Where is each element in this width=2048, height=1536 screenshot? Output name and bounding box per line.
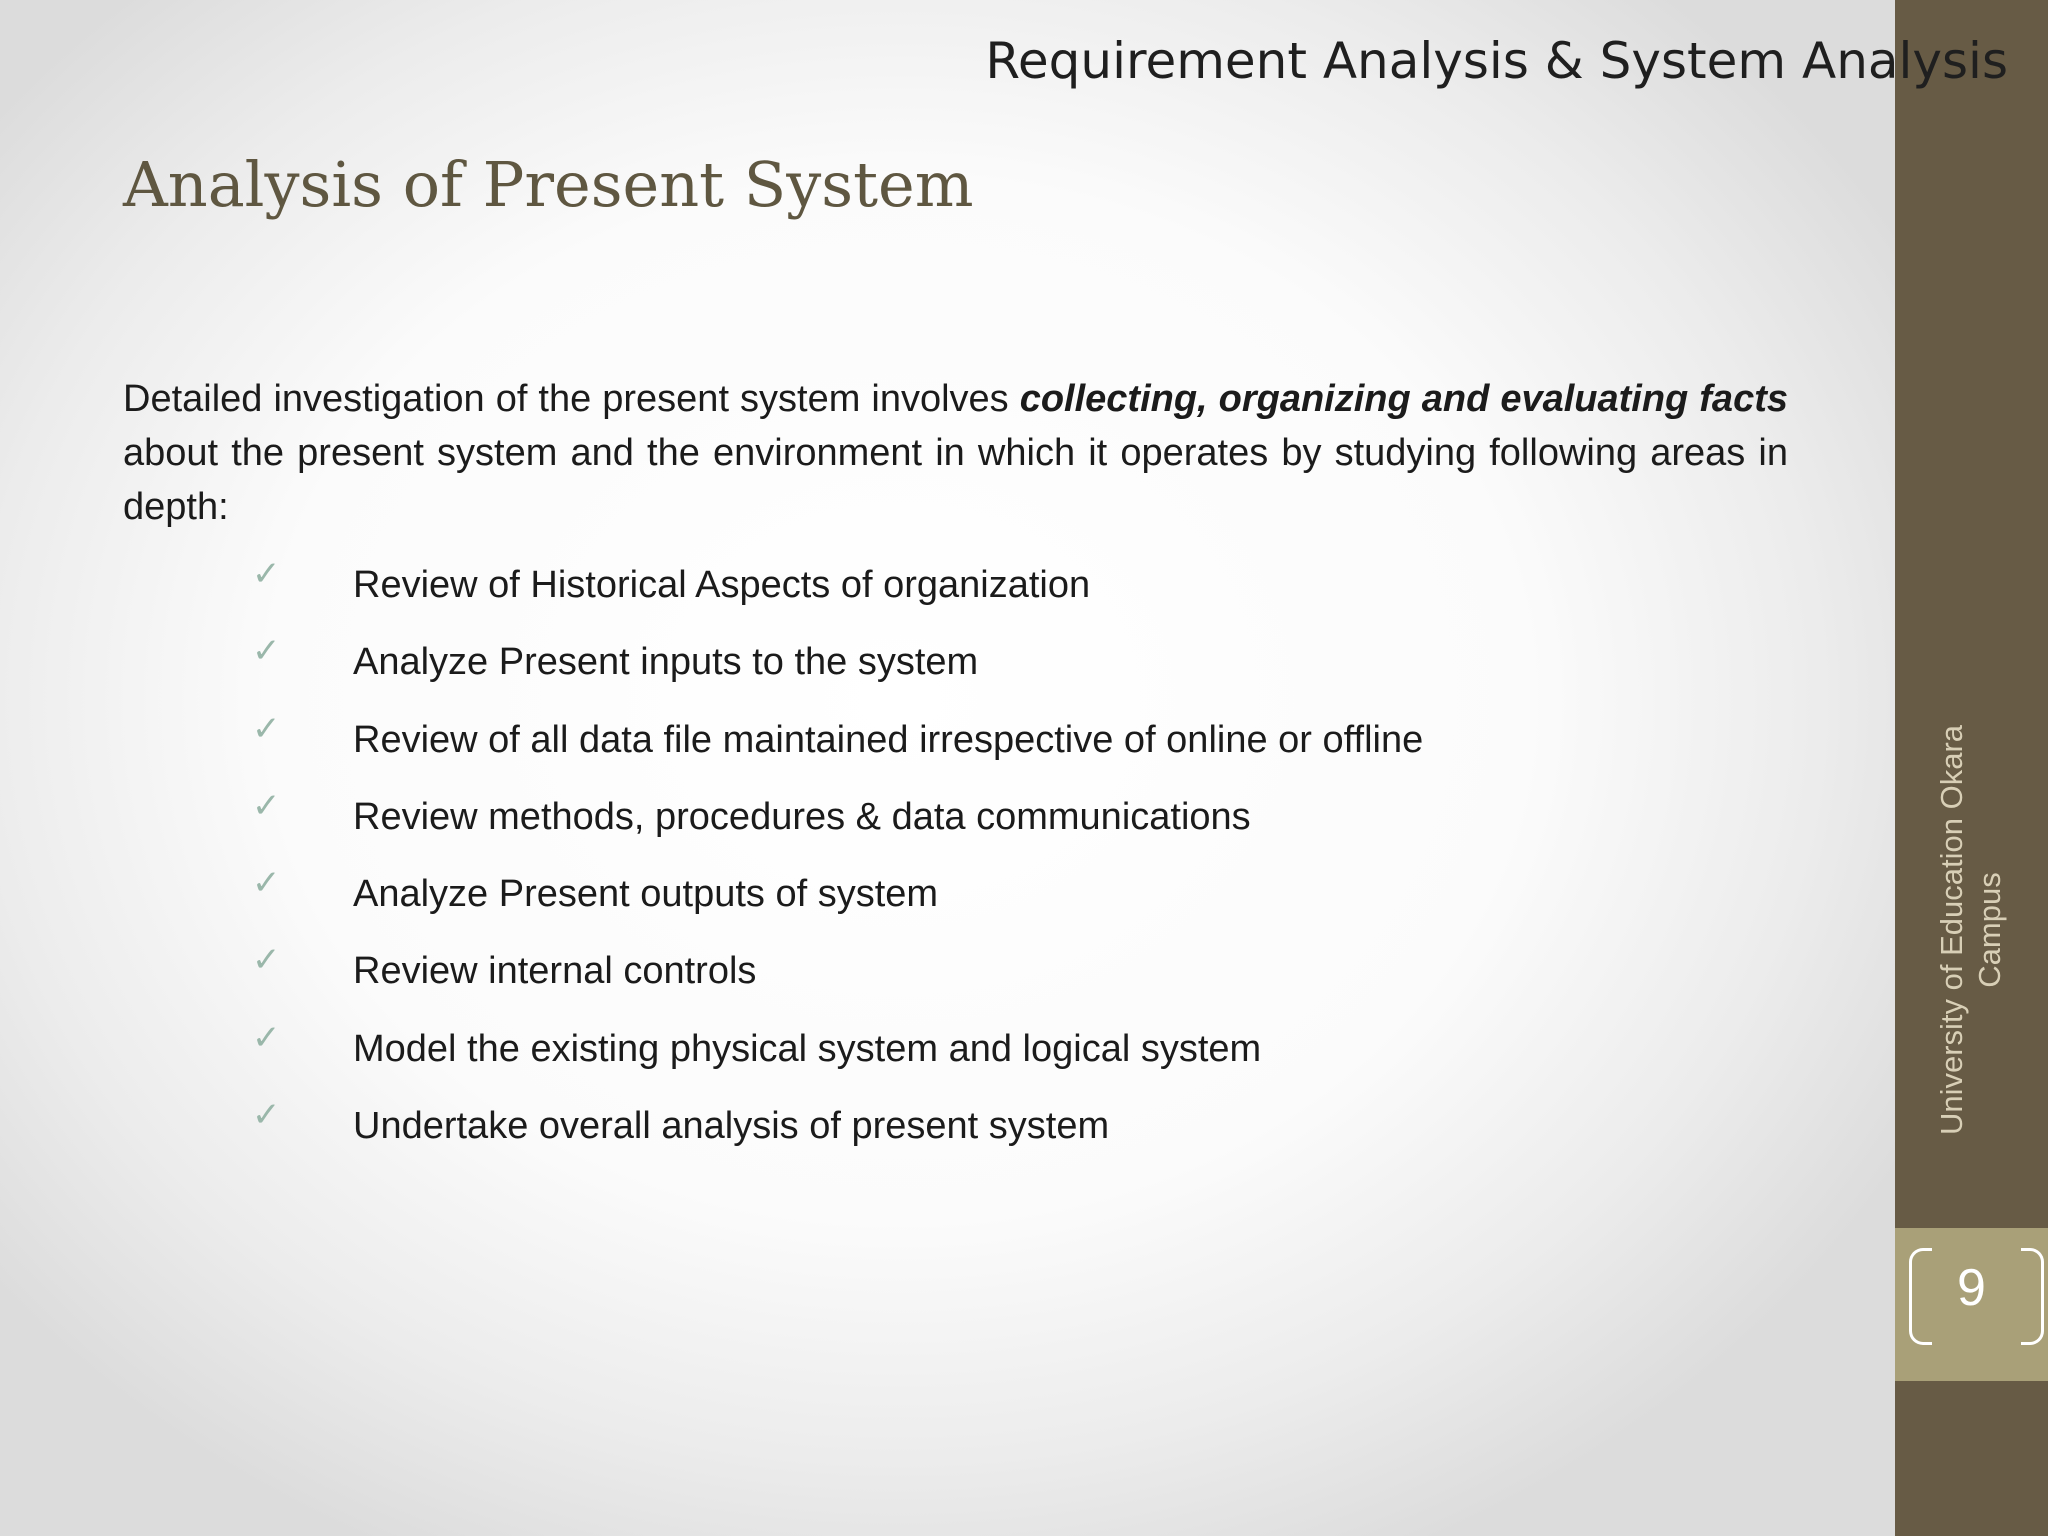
page-number-box [1895,1228,2048,1381]
intro-text-end: about the present system and the environment in which it operates by studying following areas in depth: [123,432,1788,528]
check-icon: ✓ [252,1095,281,1136]
bullet-item [248,631,1423,711]
bullet-text: Review of Historical Aspects of organization [353,564,1091,606]
check-icon: ✓ [252,554,281,594]
org-line-2: Campus [1972,872,2007,988]
intro-paragraph [123,372,1788,534]
check-icon: ✓ [252,863,281,904]
bullet-text: Review of all data file maintained irrespective of online or offline [353,718,1424,761]
bullet-text: Review internal controls [353,950,757,993]
bullet-item [248,708,1424,789]
bullet-item [248,863,1423,943]
check-icon: ✓ [252,631,281,672]
bullet-item [248,1095,1423,1175]
check-icon: ✓ [252,1017,281,1058]
bracket-right-icon [2021,1248,2044,1345]
bullet-text: Analyze Present outputs of system [353,873,939,916]
check-icon: ✓ [252,940,281,981]
intro-emphasis: collecting, organizing and evaluating facts [1019,378,1788,420]
bullet-item [248,785,1423,866]
sidebar-organization-label [1921,700,2021,1160]
bullet-list [248,554,1424,1175]
intro-text-start: Detailed investigation of the present system involves [123,378,1020,420]
bullet-item [248,554,1423,634]
slide-title: Analysis of Present System [123,148,974,221]
check-icon: ✓ [252,708,281,749]
bullet-text: Review methods, procedures & data communications [353,795,1251,838]
bullet-text: Undertake overall analysis of present system [353,1105,1110,1148]
header-title: Requirement Analysis & System Analysis [985,32,2008,90]
bullet-item [248,940,1423,1020]
bullet-item [248,1017,1423,1098]
bullet-text: Analyze Present inputs to the system [353,641,979,684]
org-line-1: University of Education Okara [1934,724,1969,1136]
check-icon: ✓ [252,785,281,826]
page-number: 9 [1957,1259,1986,1317]
bullet-text: Model the existing physical system and logical system [353,1027,1262,1070]
